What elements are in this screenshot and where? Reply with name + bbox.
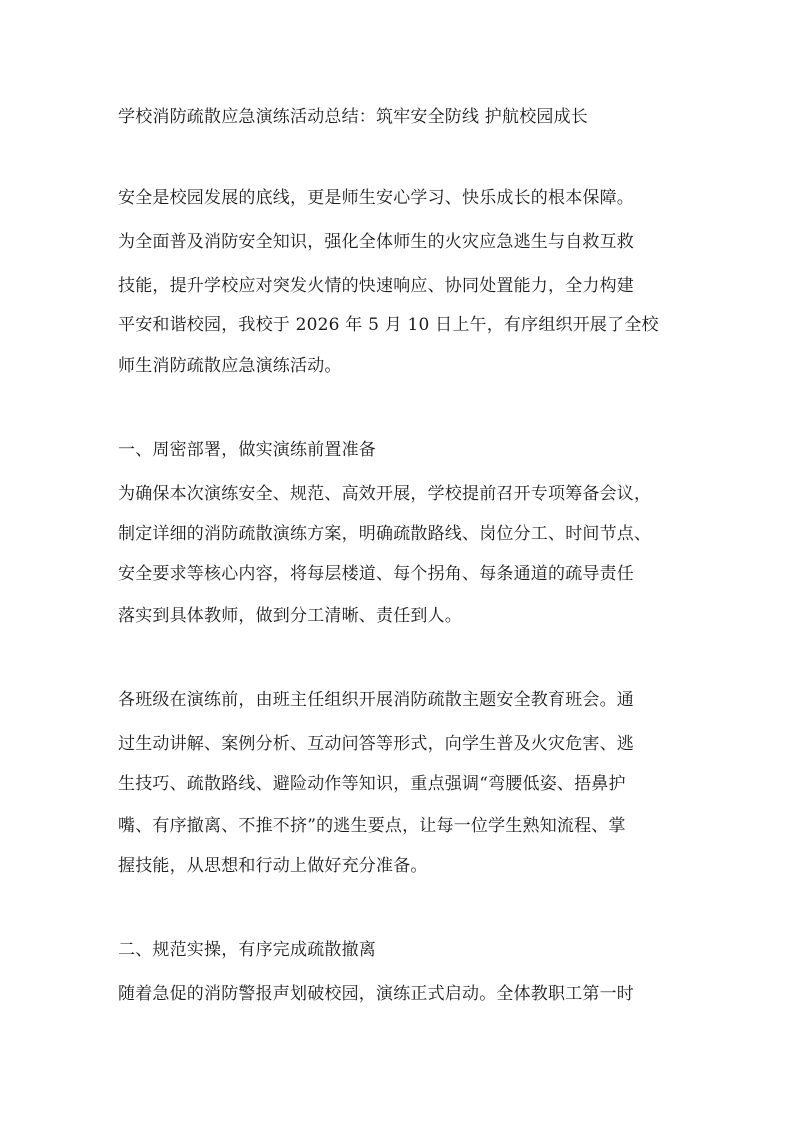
paragraph-line: 随着急促的消防警报声划破校园，演练正式启动。全体教职工第一时 [118,984,634,1004]
paragraph-line: 生技巧、疏散路线、避险动作等知识，重点强调“弯腰低姿、捂鼻护 [118,774,626,794]
section-heading-2: 二、规范实操，有序完成疏散撤离 [118,940,376,960]
paragraph-line: 落实到具体教师，做到分工清晰、责任到人。 [118,606,462,626]
paragraph-line: 嘴、有序撤离、不推不挤”的逃生要点，让每一位学生熟知流程、掌 [118,816,626,836]
section-heading-1: 一、周密部署，做实演练前置准备 [118,440,376,460]
paragraph-line: 为确保本次演练安全、规范、高效开展，学校提前召开专项筹备会议， [118,484,652,504]
intro-line: 安全是校园发展的底线，更是师生安心学习、快乐成长的根本保障。 [118,188,634,208]
document-title: 学校消防疏散应急演练活动总结：筑牢安全防线 护航校园成长 [118,107,589,127]
intro-line: 平安和谐校园，我校于 2026 年 5 月 10 日上午，有序组织开展了全校 [118,315,659,335]
paragraph-line: 各班级在演练前，由班主任组织开展消防疏散主题安全教育班会。通 [118,690,634,710]
paragraph-line: 握技能，从思想和行动上做好充分准备。 [118,856,428,876]
paragraph-line: 安全要求等核心内容，将每层楼道、每个拐角、每条通道的疏导责任 [118,564,634,584]
intro-line: 为全面普及消防安全知识，强化全体师生的火灾应急逃生与自救互救 [118,232,634,252]
paragraph-line: 制定详细的消防疏散演练方案，明确疏散路线、岗位分工、时间节点、 [118,524,652,544]
intro-line: 师生消防疏散应急演练活动。 [118,356,342,376]
paragraph-line: 过生动讲解、案例分析、互动问答等形式，向学生普及火灾危害、逃 [118,734,634,754]
intro-line: 技能，提升学校应对突发火情的快速响应、协同处置能力，全力构建 [118,276,634,296]
